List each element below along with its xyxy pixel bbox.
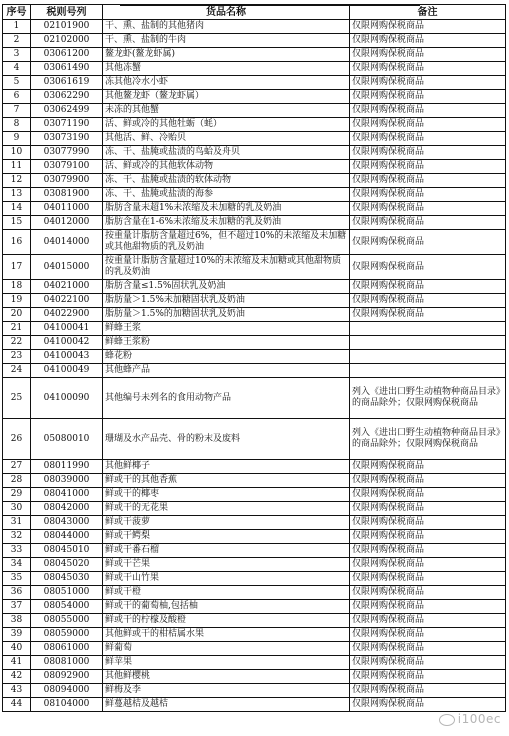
- table-row: [3, 160, 506, 174]
- row-remarks: 仅限网购保税商品: [350, 614, 506, 628]
- row-tariff-code: 08081000: [31, 656, 103, 670]
- row-remarks: [350, 336, 506, 350]
- table-row: [3, 628, 506, 642]
- row-product-name: 鲜或干的葡萄柚,包括柚: [103, 600, 350, 614]
- row-index: 10: [3, 146, 31, 160]
- table-row: [3, 322, 506, 336]
- table-row: [3, 364, 506, 378]
- row-tariff-code: 08061000: [31, 642, 103, 656]
- row-product-name: 鲜蜂王浆: [103, 322, 350, 336]
- table-row: [3, 76, 506, 90]
- table-row: [3, 230, 506, 255]
- row-remarks: 仅限网购保税商品: [350, 146, 506, 160]
- row-product-name: 其他编号未列名的食用动物产品: [103, 378, 350, 419]
- row-tariff-code: 04021000: [31, 280, 103, 294]
- row-remarks: 仅限网购保税商品: [350, 474, 506, 488]
- row-remarks: 仅限网购保税商品: [350, 202, 506, 216]
- row-tariff-code: 08092900: [31, 670, 103, 684]
- row-product-name: 鲜或干鳄梨: [103, 530, 350, 544]
- row-tariff-code: 03062499: [31, 104, 103, 118]
- row-product-name: 脂肪量＞1.5%的加糖固状乳及奶油: [103, 308, 350, 322]
- row-remarks: 列入《进出口野生动植物种商品目录》的商品除外；仅限网购保税商品: [350, 419, 506, 460]
- row-tariff-code: 04014000: [31, 230, 103, 255]
- table-row: [3, 488, 506, 502]
- table-row: [3, 572, 506, 586]
- row-product-name: 鲜蜂王浆粉: [103, 336, 350, 350]
- row-tariff-code: 08051000: [31, 586, 103, 600]
- row-remarks: 仅限网购保税商品: [350, 255, 506, 280]
- row-remarks: 仅限网购保税商品: [350, 460, 506, 474]
- row-product-name: 鲜或干的无花果: [103, 502, 350, 516]
- row-tariff-code: 03079100: [31, 160, 103, 174]
- row-index: 24: [3, 364, 31, 378]
- table-row: [3, 558, 506, 572]
- row-product-name: 其他鳌龙虾（鳌龙虾属）: [103, 90, 350, 104]
- row-product-name: 鲜或干橙: [103, 586, 350, 600]
- table-row: [3, 48, 506, 62]
- row-index: 41: [3, 656, 31, 670]
- row-index: 1: [3, 20, 31, 34]
- table-row: [3, 378, 506, 419]
- table-row: [3, 684, 506, 698]
- table-row: [3, 104, 506, 118]
- row-index: 42: [3, 670, 31, 684]
- row-remarks: 仅限网购保税商品: [350, 698, 506, 712]
- row-remarks: 仅限网购保税商品: [350, 20, 506, 34]
- row-product-name: 其他鲜或干的柑桔属水果: [103, 628, 350, 642]
- row-remarks: 仅限网购保税商品: [350, 544, 506, 558]
- row-product-name: 鲜葡萄: [103, 642, 350, 656]
- row-index: 7: [3, 104, 31, 118]
- row-product-name: 鲜或干菠萝: [103, 516, 350, 530]
- row-product-name: 鲜或干芒果: [103, 558, 350, 572]
- row-product-name: 珊瑚及水产品壳、骨的粉末及废料: [103, 419, 350, 460]
- row-tariff-code: 04100090: [31, 378, 103, 419]
- table-row: [3, 350, 506, 364]
- row-tariff-code: 08039000: [31, 474, 103, 488]
- row-index: 32: [3, 530, 31, 544]
- row-index: 44: [3, 698, 31, 712]
- row-product-name: 鲜苹果: [103, 656, 350, 670]
- row-tariff-code: 08011990: [31, 460, 103, 474]
- table-row: [3, 294, 506, 308]
- row-index: 17: [3, 255, 31, 280]
- row-remarks: [350, 350, 506, 364]
- row-remarks: 仅限网购保税商品: [350, 628, 506, 642]
- table-row: [3, 614, 506, 628]
- row-remarks: 列入《进出口野生动植物种商品目录》的商品除外；仅限网购保税商品: [350, 378, 506, 419]
- row-tariff-code: 03061200: [31, 48, 103, 62]
- row-tariff-code: 08045030: [31, 572, 103, 586]
- row-remarks: 仅限网购保税商品: [350, 572, 506, 586]
- row-remarks: 仅限网购保税商品: [350, 132, 506, 146]
- row-product-name: 鲜梅及李: [103, 684, 350, 698]
- row-tariff-code: 03081900: [31, 188, 103, 202]
- table-row: [3, 530, 506, 544]
- table-row: [3, 118, 506, 132]
- row-remarks: 仅限网购保税商品: [350, 642, 506, 656]
- row-product-name: 脂肪含量≤1.5%固状乳及奶油: [103, 280, 350, 294]
- row-product-name: 冻、干、盐腌或盐渍的海参: [103, 188, 350, 202]
- row-index: 36: [3, 586, 31, 600]
- product-list-table: [2, 4, 506, 712]
- table-row: [3, 642, 506, 656]
- row-index: 38: [3, 614, 31, 628]
- row-product-name: 按重量计脂肪含量超过10%的未浓缩及未加糖或其他甜物质的乳及奶油: [103, 255, 350, 280]
- row-tariff-code: 08059000: [31, 628, 103, 642]
- row-tariff-code: 08055000: [31, 614, 103, 628]
- row-tariff-code: 08042000: [31, 502, 103, 516]
- table-row: [3, 502, 506, 516]
- table-row: [3, 516, 506, 530]
- row-remarks: 仅限网购保税商品: [350, 684, 506, 698]
- table-row: [3, 216, 506, 230]
- row-product-name: 脂肪含量未超1%未浓缩及未加糖的乳及奶油: [103, 202, 350, 216]
- row-index: 16: [3, 230, 31, 255]
- row-index: 8: [3, 118, 31, 132]
- row-tariff-code: 05080010: [31, 419, 103, 460]
- row-remarks: 仅限网购保税商品: [350, 516, 506, 530]
- row-tariff-code: 04012000: [31, 216, 103, 230]
- row-product-name: 未冻的其他蟹: [103, 104, 350, 118]
- row-product-name: 鲜或干的椰枣: [103, 488, 350, 502]
- row-tariff-code: 03079900: [31, 174, 103, 188]
- row-tariff-code: 03062290: [31, 90, 103, 104]
- row-tariff-code: 03073190: [31, 132, 103, 146]
- row-tariff-code: 08045020: [31, 558, 103, 572]
- table-row: [3, 419, 506, 460]
- row-tariff-code: 04100043: [31, 350, 103, 364]
- row-tariff-code: 04011000: [31, 202, 103, 216]
- row-remarks: 仅限网购保税商品: [350, 670, 506, 684]
- row-product-name: 其他冻蟹: [103, 62, 350, 76]
- row-tariff-code: 04022100: [31, 294, 103, 308]
- table-row: [3, 698, 506, 712]
- row-tariff-code: 04015000: [31, 255, 103, 280]
- table-row: [3, 20, 506, 34]
- row-product-name: 鲜或干番石榴: [103, 544, 350, 558]
- row-remarks: 仅限网购保税商品: [350, 656, 506, 670]
- row-tariff-code: 08054000: [31, 600, 103, 614]
- row-index: 11: [3, 160, 31, 174]
- row-index: 22: [3, 336, 31, 350]
- row-remarks: 仅限网购保税商品: [350, 530, 506, 544]
- row-tariff-code: 08104000: [31, 698, 103, 712]
- row-remarks: 仅限网购保税商品: [350, 188, 506, 202]
- table-row: [3, 336, 506, 350]
- table-row: [3, 188, 506, 202]
- row-remarks: [350, 364, 506, 378]
- table-row: [3, 34, 506, 48]
- table-row: [3, 255, 506, 280]
- table-row: [3, 202, 506, 216]
- row-remarks: 仅限网购保税商品: [350, 62, 506, 76]
- row-product-name: 鳌龙虾(鳌龙虾属): [103, 48, 350, 62]
- row-index: 26: [3, 419, 31, 460]
- row-index: 25: [3, 378, 31, 419]
- row-index: 5: [3, 76, 31, 90]
- row-remarks: 仅限网购保税商品: [350, 488, 506, 502]
- row-remarks: [350, 322, 506, 336]
- row-remarks: 仅限网购保税商品: [350, 230, 506, 255]
- row-product-name: 干、熏、盐制的牛肉: [103, 34, 350, 48]
- row-index: 15: [3, 216, 31, 230]
- row-index: 14: [3, 202, 31, 216]
- row-tariff-code: 04100049: [31, 364, 103, 378]
- row-product-name: 其他蜂产品: [103, 364, 350, 378]
- table-row: [3, 474, 506, 488]
- row-index: 13: [3, 188, 31, 202]
- row-tariff-code: 03071190: [31, 118, 103, 132]
- row-product-name: 活、鲜或冷的其他牡蛎（蚝）: [103, 118, 350, 132]
- row-remarks: 仅限网购保税商品: [350, 90, 506, 104]
- table-row: [3, 670, 506, 684]
- table-row: [3, 308, 506, 322]
- row-remarks: 仅限网购保税商品: [350, 118, 506, 132]
- row-product-name: 冻其他冷水小虾: [103, 76, 350, 90]
- row-product-name: 鲜蔓越桔及越桔: [103, 698, 350, 712]
- header-index: 序号: [3, 5, 31, 20]
- row-remarks: 仅限网购保税商品: [350, 586, 506, 600]
- header-product-name: 货品名称: [103, 5, 350, 20]
- table-row: [3, 62, 506, 76]
- table-row: [3, 146, 506, 160]
- row-tariff-code: 02102000: [31, 34, 103, 48]
- row-product-name: 蜂花粉: [103, 350, 350, 364]
- header-remarks: 备注: [350, 5, 506, 20]
- row-remarks: 仅限网购保税商品: [350, 280, 506, 294]
- row-product-name: 脂肪量＞1.5%未加糖固状乳及奶油: [103, 294, 350, 308]
- row-index: 33: [3, 544, 31, 558]
- row-remarks: 仅限网购保税商品: [350, 558, 506, 572]
- row-index: 29: [3, 488, 31, 502]
- row-index: 23: [3, 350, 31, 364]
- row-product-name: 其他鲜椰子: [103, 460, 350, 474]
- table-row: [3, 280, 506, 294]
- row-index: 37: [3, 600, 31, 614]
- row-product-name: 按重量计脂肪含量超过6%，但不超过10%的未浓缩及未加糖或其他甜物质的乳及奶油: [103, 230, 350, 255]
- table-row: [3, 460, 506, 474]
- row-index: 9: [3, 132, 31, 146]
- row-index: 18: [3, 280, 31, 294]
- row-product-name: 鲜或干山竹果: [103, 572, 350, 586]
- watermark: [439, 712, 501, 726]
- row-index: 20: [3, 308, 31, 322]
- row-index: 30: [3, 502, 31, 516]
- row-index: 40: [3, 642, 31, 656]
- row-index: 19: [3, 294, 31, 308]
- row-index: 12: [3, 174, 31, 188]
- table-row: [3, 174, 506, 188]
- row-product-name: 鲜或干的其他香蕉: [103, 474, 350, 488]
- row-index: 43: [3, 684, 31, 698]
- row-remarks: 仅限网购保税商品: [350, 294, 506, 308]
- row-product-name: 其他活、鲜、冷贻贝: [103, 132, 350, 146]
- row-remarks: 仅限网购保税商品: [350, 104, 506, 118]
- row-remarks: 仅限网购保税商品: [350, 308, 506, 322]
- row-tariff-code: 03061490: [31, 62, 103, 76]
- row-index: 35: [3, 572, 31, 586]
- table-row: [3, 586, 506, 600]
- row-tariff-code: 08043000: [31, 516, 103, 530]
- table-row: [3, 656, 506, 670]
- table-row: [3, 90, 506, 104]
- row-remarks: 仅限网购保税商品: [350, 216, 506, 230]
- table-row: [3, 544, 506, 558]
- wechat-icon: [439, 714, 455, 726]
- header-tariff-code: 税则号列: [31, 5, 103, 20]
- row-index: 6: [3, 90, 31, 104]
- row-product-name: 其他鲜樱桃: [103, 670, 350, 684]
- row-index: 31: [3, 516, 31, 530]
- row-remarks: 仅限网购保税商品: [350, 160, 506, 174]
- row-index: 4: [3, 62, 31, 76]
- row-index: 3: [3, 48, 31, 62]
- row-remarks: 仅限网购保税商品: [350, 600, 506, 614]
- row-tariff-code: 08044000: [31, 530, 103, 544]
- row-index: 27: [3, 460, 31, 474]
- row-tariff-code: 03077990: [31, 146, 103, 160]
- row-tariff-code: 08041000: [31, 488, 103, 502]
- row-remarks: 仅限网购保税商品: [350, 48, 506, 62]
- row-index: 34: [3, 558, 31, 572]
- row-index: 39: [3, 628, 31, 642]
- row-index: 21: [3, 322, 31, 336]
- row-tariff-code: 04100041: [31, 322, 103, 336]
- row-product-name: 鲜或干的柠檬及酸橙: [103, 614, 350, 628]
- table-row: [3, 600, 506, 614]
- row-product-name: 干、熏、盐制的其他猪肉: [103, 20, 350, 34]
- row-tariff-code: 08045010: [31, 544, 103, 558]
- row-remarks: 仅限网购保税商品: [350, 76, 506, 90]
- table-header-row: [3, 5, 506, 20]
- row-tariff-code: 08094000: [31, 684, 103, 698]
- row-remarks: 仅限网购保税商品: [350, 174, 506, 188]
- row-index: 28: [3, 474, 31, 488]
- row-index: 2: [3, 34, 31, 48]
- row-remarks: 仅限网购保税商品: [350, 502, 506, 516]
- row-product-name: 冻、干、盐腌或盐渍的软体动物: [103, 174, 350, 188]
- row-tariff-code: 04022900: [31, 308, 103, 322]
- row-remarks: 仅限网购保税商品: [350, 34, 506, 48]
- row-tariff-code: 02101900: [31, 20, 103, 34]
- row-product-name: 活、鲜或冷的其他软体动物: [103, 160, 350, 174]
- row-product-name: 冻、干、盐腌或盐渍的鸟蛤及舟贝: [103, 146, 350, 160]
- watermark-text: i100ec: [457, 712, 501, 726]
- row-product-name: 脂肪含量在1-6%未浓缩及未加糖的乳及奶油: [103, 216, 350, 230]
- table-row: [3, 132, 506, 146]
- row-tariff-code: 03061619: [31, 76, 103, 90]
- row-tariff-code: 04100042: [31, 336, 103, 350]
- table-body: [3, 20, 506, 712]
